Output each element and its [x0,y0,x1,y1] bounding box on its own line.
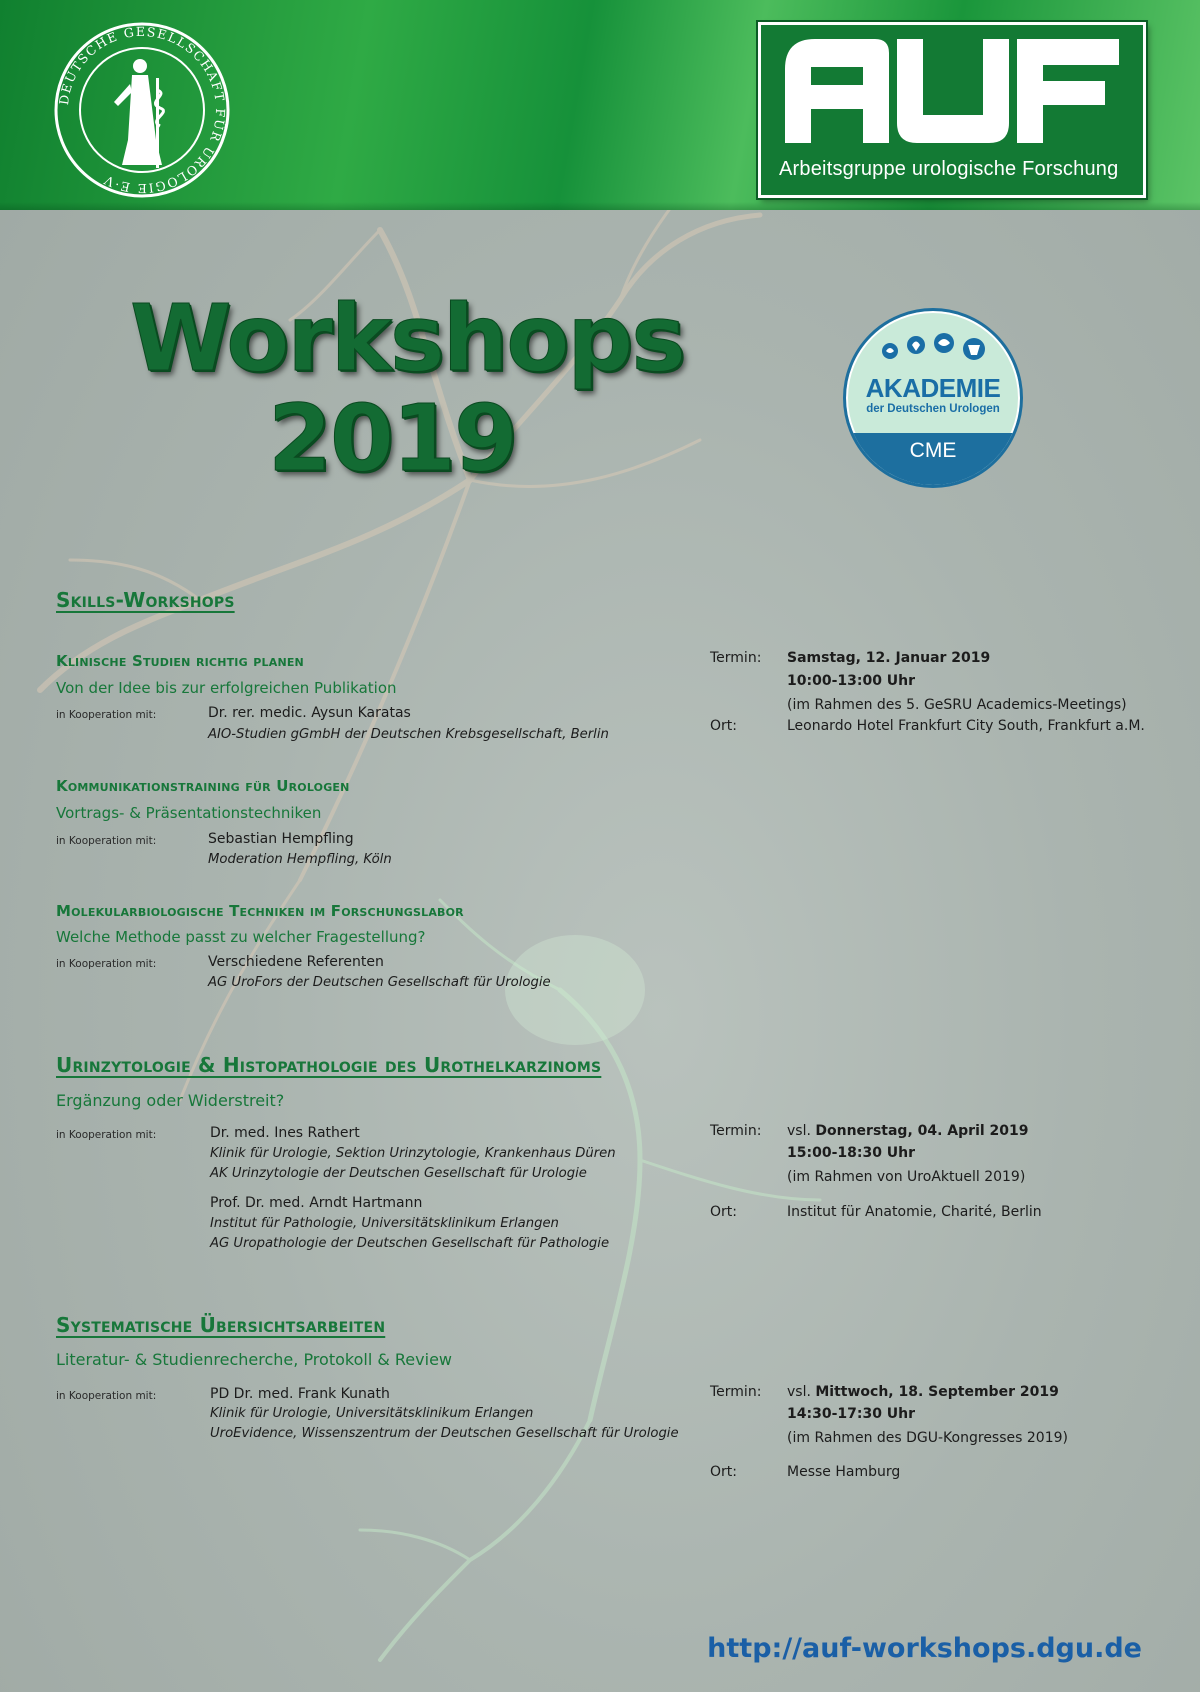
dgu-seal-logo [52,20,232,200]
cme-label: CME [909,439,957,462]
section-heading-systematic: Systematische Übersichtsarbeiten [56,1313,386,1337]
ort-value: Institut für Anatomie, Charité, Berlin [787,1204,1042,1220]
akademie-subtitle: der Deutschen Urologen [866,403,1000,415]
termin-time: 14:30-17:30 Uhr [787,1406,916,1422]
termin-date: Donnerstag, 04. April 2019 [815,1123,1029,1139]
termin-date: Samstag, 12. Januar 2019 [787,650,991,666]
termin-label: Termin: [710,1384,762,1400]
termin-date-line [787,1384,1059,1400]
termin-note: (im Rahmen des DGU-Kongresses 2019) [787,1430,1068,1446]
cooperation-institution: UroEvidence, Wissenszentrum der Deutschen Gesellschaft für Urologie [210,1426,679,1441]
workshops-url-link[interactable]: http://auf-workshops.dgu.de [707,1633,1142,1664]
termin-note: (im Rahmen des 5. GeSRU Academics-Meetings) [787,697,1127,713]
auf-logo-subtitle: Arbeitsgruppe urologische Forschung [779,158,1119,180]
termin-time: 10:00-13:00 Uhr [787,673,916,689]
termin-prefix: vsl. [787,1123,811,1139]
cooperation-institution: Moderation Hempfling, Köln [208,852,392,867]
cooperation-person: Sebastian Hempfling [208,831,354,847]
cooperation-person: Prof. Dr. med. Arndt Hartmann [210,1195,423,1211]
cooperation-person: PD Dr. med. Frank Kunath [210,1386,390,1402]
cooperation-institution: Klinik für Urologie, Sektion Urinzytologie, Krankenhaus Düren [210,1146,616,1161]
cooperation-person: Verschiedene Referenten [208,954,384,970]
ort-value: Leonardo Hotel Frankfurt City South, Frankfurt a.M. [787,718,1145,734]
cooperation-institution: Institut für Pathologie, Universitätsklinikum Erlangen [210,1216,559,1231]
poster-title-line2: 2019 [268,385,517,492]
termin-prefix: vsl. [787,1384,811,1400]
akademie-name: AKADEMIE [865,373,1001,403]
cooperation-institution: AK Urinzytologie der Deutschen Gesellschaft für Urologie [210,1166,587,1181]
section-subtitle-urinzytologie: Ergänzung oder Widerstreit? [56,1091,285,1110]
poster-title-line1: Workshops [130,285,685,392]
workshop-subtitle-studien: Von der Idee bis zur erfolgreichen Publikation [56,679,397,697]
ort-label: Ort: [710,1204,737,1220]
termin-label: Termin: [710,650,762,666]
ort-label: Ort: [710,1464,737,1480]
cooperation-person: Dr. rer. medic. Aysun Karatas [208,705,411,721]
akademie-cme-badge [843,308,1023,488]
cooperation-institution: AG UroFors der Deutschen Gesellschaft für Urologie [208,975,551,990]
termin-date-line [787,1123,1029,1139]
cooperation-label: in Kooperation mit: [56,958,157,970]
workshop-subtitle-kommunikation: Vortrags- & Präsentationstechniken [56,804,322,822]
ort-value: Messe Hamburg [787,1464,901,1480]
section-heading-urinzytologie: Urinzytologie & Histopathologie des Urothelkarzinoms [56,1053,602,1077]
auf-logo [758,22,1146,198]
cooperation-label: in Kooperation mit: [56,1129,157,1141]
cooperation-label: in Kooperation mit: [56,709,157,721]
workshop-title-studien: Klinische Studien richtig planen [56,652,304,670]
auf-letters-graphic [779,39,1125,143]
cooperation-institution: AG Uropathologie der Deutschen Gesellschaft für Pathologie [210,1236,610,1251]
svg-text:DEUTSCHE GESELLSCHAFT FÜR UROL: DEUTSCHE GESELLSCHAFT FÜR UROLOGIE E·V [56,23,229,197]
ort-label: Ort: [710,718,737,734]
urology-icons [880,333,990,361]
section-subtitle-systematic: Literatur- & Studienrecherche, Protokoll & Review [56,1350,452,1369]
cooperation-label: in Kooperation mit: [56,1390,157,1402]
termin-note: (im Rahmen von UroAktuell 2019) [787,1169,1026,1185]
cooperation-label: in Kooperation mit: [56,835,157,847]
cooperation-person: Dr. med. Ines Rathert [210,1125,360,1141]
section-heading-skills: Skills-Workshops [56,588,235,612]
termin-time: 15:00-18:30 Uhr [787,1145,916,1161]
cooperation-institution: Klinik für Urologie, Universitätsklinikum Erlangen [210,1406,534,1421]
workshop-title-molekularbiologie: Molekularbiologische Techniken im Forschungslabor [56,902,464,920]
cooperation-institution: AIO-Studien gGmbH der Deutschen Krebsgesellschaft, Berlin [208,727,609,742]
termin-date: Mittwoch, 18. September 2019 [815,1384,1059,1400]
termin-label: Termin: [710,1123,762,1139]
workshop-subtitle-molekularbiologie: Welche Methode passt zu welcher Fragestellung? [56,928,426,946]
workshop-title-kommunikation: Kommunikationstraining für Urologen [56,777,350,795]
